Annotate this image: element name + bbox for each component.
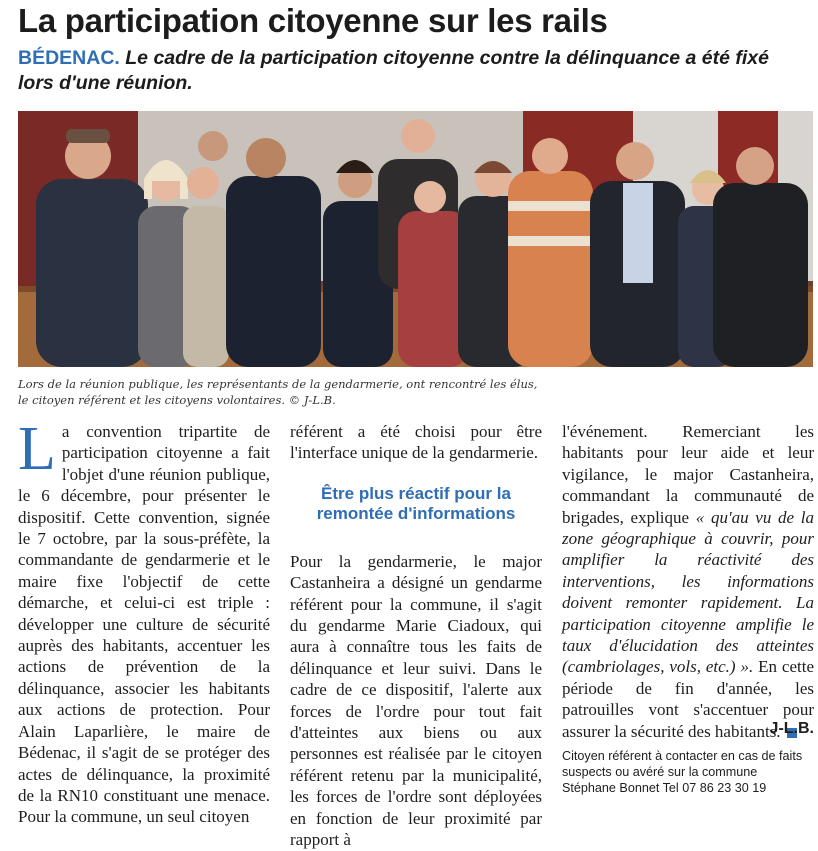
author-signature: J-L.B. [769, 720, 814, 737]
body-paragraph-4 [562, 421, 814, 742]
headline: La participation citoyenne sur les rails [18, 2, 608, 39]
group-photo [18, 111, 813, 367]
deck [18, 46, 798, 96]
body-column-1 [18, 415, 270, 828]
photo-caption: Lors de la réunion publique, les représentants de la gendarmerie, ont rencontré les élus, le citoyen référent et les citoyens volontaires. © J-L.B. [18, 377, 538, 407]
body-text-outro: En cette période de fin d'année, les patrouilles vont s'accentuer pour assurer la sécurité des habitants. [562, 657, 814, 741]
body-paragraph-3: Pour la gendarmerie, le major Castanheira a désigné un gendarme référent pour la commune, il s'agit du gendarme Marie Ciadoux, qui aura à connaître tous les faits de délinquance et leur suivi. Dans le cadre de ce dispositif, l'alerte aux forces de l'ordre pour tout fait d'atteintes aux biens ou aux personnes est réalisée par le citoyen référent retenu par la municipalité, les forces de l'ordre sont déployées en fonction de leur proximité par rapport à [290, 551, 542, 850]
contact-info-box: Citoyen référent à contacter en cas de faits suspects ou avéré sur la commune Stéphane Bonnet Tel 07 86 23 30 19 [562, 749, 803, 795]
drop-cap: L [18, 415, 56, 483]
dateline-place: BÉDENAC. [18, 47, 120, 69]
body-text-intro: l'événement. Remerciant les habitants pour leur aide et leur vigilance, le major Castanheira, commandant la communauté de brigades, explique [562, 422, 814, 527]
quote: « qu'au vu de la zone géographique à couvrir, pour amplifier la réactivité des interventions, les informations doivent remonter rapidement. La participation citoyenne amplifie le taux d'élucidation des atteintes (cambriolages, vols, etc.) ». [562, 507, 815, 677]
body-paragraph-1: a convention tripartite de participation citoyenne a fait l'objet d'une réunion publique, le 6 décembre, pour présenter le dispositif. Cette convention, signée le 7 octobre, par la sous-préfète, la commandante de gendarmerie et le maire fixe l'objectif de cette démarche, et celui-ci est triple : développer une culture de sécurité auprès des habitants, accentuer les actions de prévention de la délinquance, associer les habitants aux actions de protection. Pour Alain Laparlière, le maire de Bédenac, il s'agit de se protéger des actes de délinquance, la proximité de la RN10 constituant une menace. Pour la commune, un seul citoyen [18, 422, 270, 827]
subheading: Être plus réactif pour la remontée d'informations [316, 483, 516, 523]
deck-text: Le cadre de la participation citoyenne contre la délinquance a été fixé lors d'une réunion. [18, 47, 769, 94]
body-column-2 [290, 421, 542, 851]
body-column-3 [562, 421, 814, 742]
group-photo-illustration [18, 111, 813, 367]
body-paragraph-2: référent a été choisi pour être l'interface unique de la gendarmerie. [290, 422, 542, 463]
